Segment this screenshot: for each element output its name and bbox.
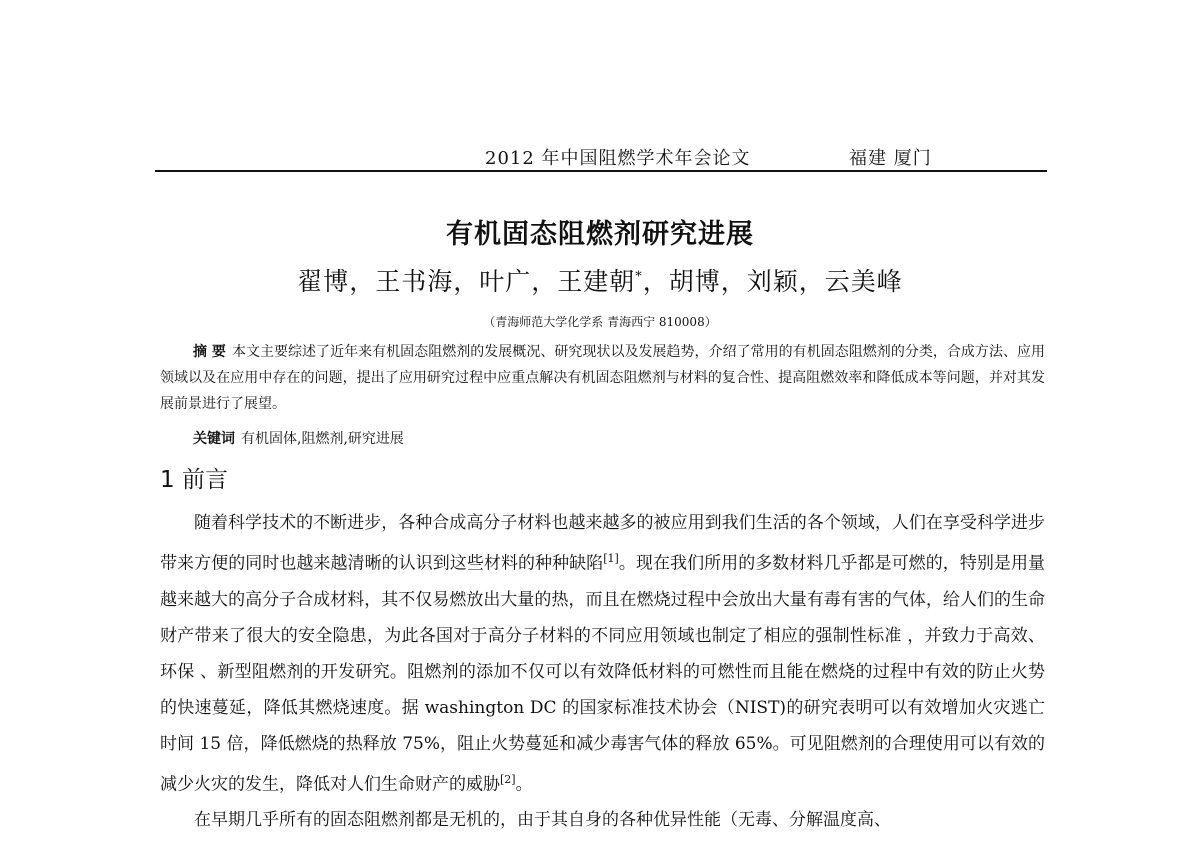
- affiliation: （青海师范大学化学系 青海西宁 810008）: [483, 315, 717, 329]
- section-heading: [160, 461, 228, 494]
- citation: [1]: [603, 552, 619, 565]
- authors-rest: ，胡博，刘颖，云美峰: [642, 267, 903, 296]
- citation: [2]: [500, 772, 516, 786]
- paragraph-text: 随着科学技术的不断进步，各种合成高分子材料也越来越多的被应用到我们生活的各个领域，人们在享受科学进步带来方便的同时也越来越清晰的认识到这些材料的种种缺陷: [160, 513, 1045, 574]
- body-text: [160, 505, 1045, 838]
- paragraph: [160, 505, 1045, 802]
- keywords: [193, 428, 404, 448]
- running-header: [485, 144, 932, 170]
- conference-name: 2012 年中国阻燃学术年会论文: [485, 148, 751, 169]
- paragraph-text: 。现在我们所用的多数材料几乎都是可燃的，特别是用量越来越大的高分子合成材料，其不仅易燃放出大量的热，而且在燃烧过程中会放出大量有毒有害的气体，给人们的生命财产带来了很大的安全隐患，为此各国对于高分子材料的不同应用领域也制定了相应的强制性标准 ，并致力于高效、环保 、新型阻燃剂的开发研究。阻燃剂的添加不仅可以有效降低材料的可燃性而且能在燃烧的过程中有效的防止火势的快速蔓延，降低其燃烧速度。据 washington DC 的国家标准技术协会（NIST)的研究表明可以有效增加火灾逃亡时间 15 倍，降低燃烧的热释放 75%，阻止火势蔓延和减少毒害气体的释放 65%。可见阻燃剂的合理使用可以有效的减少火灾的发生，降低对人们生命财产的威胁: [160, 553, 1046, 795]
- abstract: [160, 339, 1045, 417]
- authors-first: 翟博，王书海，叶广，王建朝: [297, 267, 636, 296]
- paragraph-text: 。: [515, 774, 533, 795]
- header-rule: [155, 170, 1047, 172]
- paragraph-text: 在早期几乎所有的固态阻燃剂都是无机的，由于其自身的各种优异性能（无毒、分解温度高、: [194, 810, 891, 831]
- paper-title: 有机固态阻燃剂研究进展: [446, 219, 754, 250]
- conference-location: 福建 厦门: [849, 148, 932, 169]
- abstract-label: 摘 要: [193, 344, 226, 360]
- section-title: 前言: [181, 467, 228, 493]
- corresponding-author-mark: *: [635, 269, 643, 285]
- keywords-text: 有机固体,阻燃剂,研究进展: [241, 431, 404, 447]
- author-list: [0, 262, 1200, 298]
- abstract-text: 本文主要综述了近年来有机固态阻燃剂的发展概况、研究现状以及发展趋势，介绍了常用的有机固态阻燃剂的分类，合成方法、应用领域以及在应用中存在的问题，提出了应用研究过程中应重点解决有机固态阻燃剂与材料的复合性、提高阻燃效率和降低成本等问题，并对其发展前景进行了展望。: [160, 344, 1046, 412]
- paragraph: [160, 802, 1045, 838]
- keywords-label: 关键词: [193, 431, 235, 447]
- section-number: 1: [160, 467, 175, 493]
